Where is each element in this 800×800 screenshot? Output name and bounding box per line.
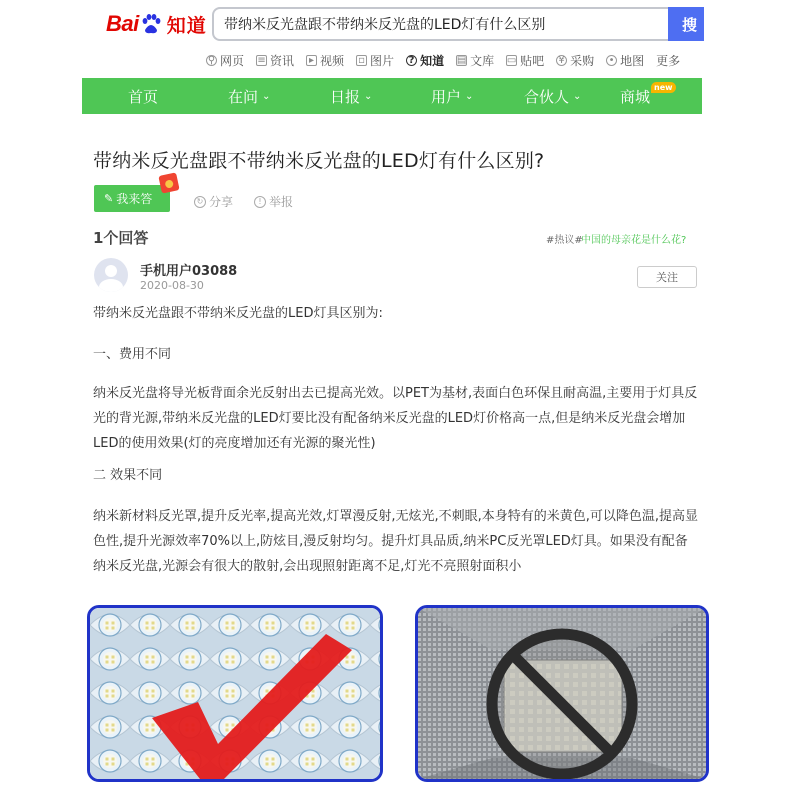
question-icon: ? — [406, 55, 417, 66]
subnav-label: 地图 — [620, 53, 645, 68]
doc-icon: ▤ — [456, 54, 467, 66]
search-box[interactable] — [212, 7, 670, 41]
chevron-down-icon: ⌄ — [573, 90, 582, 102]
answer-date: 2020-08-30 — [140, 279, 204, 292]
subnav-label: 文库 — [470, 53, 495, 68]
hot-topic-link[interactable]: 中国的母亲花是什么花? — [581, 235, 687, 246]
nav-item-daily[interactable] — [330, 78, 372, 114]
subnav-label: 更多 — [656, 53, 681, 68]
follow-button[interactable]: 关注 — [637, 266, 697, 288]
nav-item-home[interactable] — [128, 78, 158, 114]
header — [0, 0, 800, 76]
new-badge: new — [651, 82, 676, 93]
report-button[interactable] — [254, 193, 293, 210]
baidu-zhidao-logo[interactable] — [106, 10, 207, 38]
main-nav — [82, 78, 702, 114]
led-with-reflector-image — [87, 605, 383, 782]
prohibited-icon — [492, 634, 632, 774]
subnav-label: 图片 — [370, 53, 395, 68]
subnav-item-image[interactable] — [356, 52, 394, 69]
subnav-item-purchase[interactable] — [556, 52, 594, 69]
answer-paragraph: 纳米新材料反光罩,提升反光率,提高光效,灯罩漫反射,无炫光,不刺眼,本身特有的米黄色,可以降色温,提高显色性,提升光源效率70%以上,防炫目,漫反射均匀。提升灯具品质,纳米PC反光罩LED灯具。如果没有配备纳米反光盘,光源会有很大的散射,会出现照射距离不足,灯光不亮照射面积小 — [93, 509, 699, 574]
chevron-down-icon: ⌄ — [364, 90, 373, 102]
nav-label: 日报 — [330, 87, 361, 106]
hot-topic-tag: #热议# — [546, 235, 583, 246]
author-name[interactable]: 手机用户03088 — [140, 264, 238, 279]
logo-zhidao-text: 知道 — [166, 14, 207, 37]
video-icon: ▸ — [306, 55, 317, 66]
red-packet-icon — [158, 172, 179, 193]
nav-item-mall[interactable] — [620, 78, 650, 114]
subnav-label: 视频 — [320, 53, 345, 68]
subnav-label: 网页 — [220, 53, 245, 68]
share-icon: ↻ — [194, 196, 206, 208]
share-button[interactable] — [194, 193, 233, 210]
subnav-item-zhidao[interactable] — [406, 52, 444, 69]
answer-count: 1个回答 — [93, 229, 149, 247]
search-button[interactable]: 搜 — [668, 7, 704, 41]
subnav-item-map[interactable] — [606, 52, 644, 69]
subnav-label: 资讯 — [270, 53, 295, 68]
nav-label: 首页 — [128, 87, 159, 106]
news-icon: ≡ — [257, 54, 266, 66]
search-icon: ⚲ — [207, 54, 216, 66]
nav-item-partner[interactable] — [524, 78, 581, 114]
avatar[interactable] — [94, 258, 128, 292]
led-without-reflector-image — [415, 605, 709, 782]
answer-paragraph: 纳米反光盘将导光板背面余光反射出去已提高光效。以PET为基材,表面白色环保且耐高温,主要用于灯具反光的背光源,带纳米反光盘的LED灯要比没有配备纳米反光盘的LED灯价格高一点,但是纳米反光盘会增加LED的使用效果(灯的亮度增加还有光源的聚光性) — [93, 386, 698, 451]
subnav-item-wenku[interactable] — [456, 52, 494, 69]
nav-label: 在问 — [228, 87, 259, 106]
nav-item-asking[interactable] — [228, 78, 270, 114]
map-icon: • — [606, 55, 617, 66]
answer-button-label: 我来答 — [116, 192, 153, 206]
answer-heading: 二 效果不同 — [93, 468, 163, 483]
report-icon: ! — [254, 196, 266, 208]
led-housing-illustration — [418, 608, 706, 779]
subnav-item-tieba[interactable] — [506, 52, 544, 69]
logo-bai-text: Bai — [106, 11, 139, 36]
subnav-item-news[interactable] — [256, 52, 294, 69]
nav-label: 商城 — [620, 87, 651, 106]
tieba-icon: ▭ — [506, 54, 517, 66]
answer-paragraph: 带纳米反光盘跟不带纳米反光盘的LED灯具区别为: — [93, 306, 383, 321]
image-icon: ▫ — [356, 55, 367, 66]
subnav-item-more[interactable] — [656, 52, 680, 69]
share-label: 分享 — [209, 195, 234, 209]
question-title: 带纳米反光盘跟不带纳米反光盘的LED灯有什么区别? — [93, 150, 545, 172]
avatar-head — [105, 265, 117, 277]
nav-item-users[interactable] — [431, 78, 473, 114]
led-grid-illustration — [90, 608, 380, 779]
answer-heading: 一、费用不同 — [93, 347, 172, 362]
chevron-down-icon: ⌄ — [262, 90, 271, 102]
chevron-down-icon: ⌄ — [465, 90, 474, 102]
search-category-nav — [206, 50, 692, 70]
subnav-label: 采购 — [570, 53, 595, 68]
paw-icon — [140, 13, 162, 35]
avatar-body — [99, 279, 123, 292]
search-input[interactable] — [224, 16, 670, 32]
report-label: 举报 — [269, 195, 294, 209]
nav-label: 用户 — [431, 87, 462, 106]
subnav-label: 贴吧 — [520, 53, 545, 68]
subnav-label: 知道 — [420, 53, 445, 68]
subnav-item-web[interactable] — [206, 52, 244, 69]
answer-button[interactable] — [94, 185, 170, 212]
purchase-icon: ¥ — [556, 55, 567, 66]
subnav-item-video[interactable] — [306, 52, 344, 69]
nav-label: 合伙人 — [524, 87, 570, 106]
pencil-icon: ✎ — [104, 192, 114, 205]
